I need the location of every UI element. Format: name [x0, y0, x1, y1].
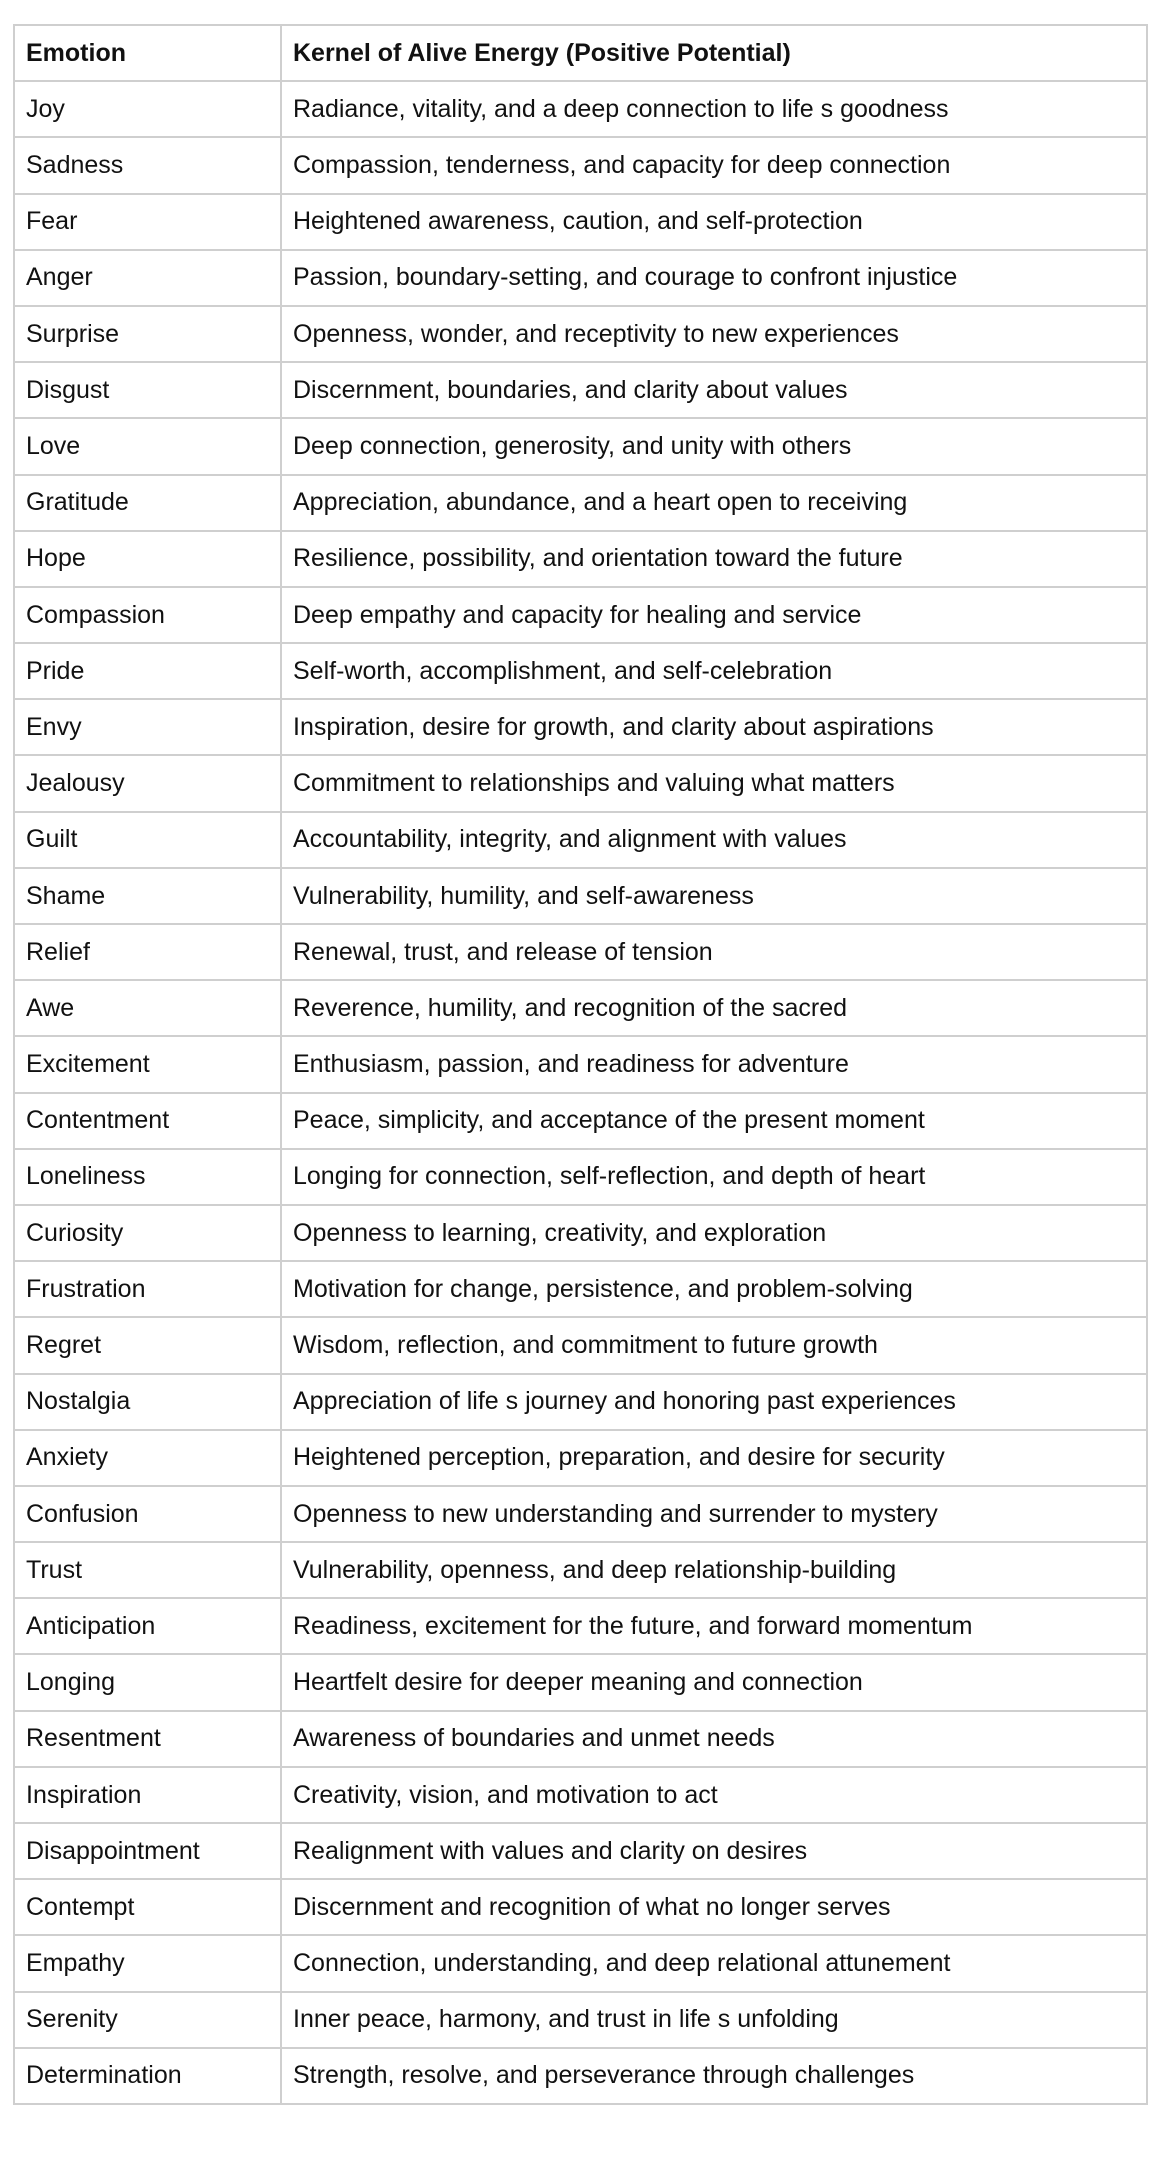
kernel-cell: Appreciation, abundance, and a heart open to receiving — [281, 475, 1147, 531]
emotion-cell: Curiosity — [14, 1205, 281, 1261]
table-row — [14, 306, 1147, 362]
table-row — [14, 1935, 1147, 1991]
kernel-cell: Deep connection, generosity, and unity with others — [281, 418, 1147, 474]
kernel-cell: Peace, simplicity, and acceptance of the present moment — [281, 1093, 1147, 1149]
kernel-cell: Passion, boundary-setting, and courage to confront injustice — [281, 250, 1147, 306]
table-row — [14, 418, 1147, 474]
emotion-cell: Anger — [14, 250, 281, 306]
table-row — [14, 1992, 1147, 2048]
table-row — [14, 1036, 1147, 1092]
emotion-kernel-table — [13, 24, 1148, 2105]
kernel-cell: Readiness, excitement for the future, and forward momentum — [281, 1598, 1147, 1654]
emotion-cell: Awe — [14, 980, 281, 1036]
kernel-cell: Strength, resolve, and perseverance through challenges — [281, 2048, 1147, 2104]
table-row — [14, 1317, 1147, 1373]
kernel-cell: Reverence, humility, and recognition of the sacred — [281, 980, 1147, 1036]
kernel-cell: Creativity, vision, and motivation to act — [281, 1767, 1147, 1823]
emotion-cell: Sadness — [14, 137, 281, 193]
emotion-cell: Guilt — [14, 812, 281, 868]
emotion-cell: Excitement — [14, 1036, 281, 1092]
emotion-cell: Gratitude — [14, 475, 281, 531]
kernel-cell: Inspiration, desire for growth, and clarity about aspirations — [281, 699, 1147, 755]
header-emotion: Emotion — [14, 25, 281, 81]
emotion-cell: Love — [14, 418, 281, 474]
table-row — [14, 699, 1147, 755]
emotion-cell: Inspiration — [14, 1767, 281, 1823]
kernel-cell: Deep empathy and capacity for healing and service — [281, 587, 1147, 643]
table-row — [14, 250, 1147, 306]
kernel-cell: Self-worth, accomplishment, and self-celebration — [281, 643, 1147, 699]
emotion-cell: Regret — [14, 1317, 281, 1373]
kernel-cell: Accountability, integrity, and alignment with values — [281, 812, 1147, 868]
kernel-cell: Appreciation of life s journey and honoring past experiences — [281, 1374, 1147, 1430]
emotion-cell: Surprise — [14, 306, 281, 362]
kernel-cell: Longing for connection, self-reflection, and depth of heart — [281, 1149, 1147, 1205]
table-row — [14, 1823, 1147, 1879]
emotion-cell: Compassion — [14, 587, 281, 643]
emotion-cell: Anxiety — [14, 1430, 281, 1486]
table-header — [14, 25, 1147, 81]
kernel-cell: Renewal, trust, and release of tension — [281, 924, 1147, 980]
header-row — [14, 25, 1147, 81]
emotion-cell: Determination — [14, 2048, 281, 2104]
table-row — [14, 1093, 1147, 1149]
table-row — [14, 868, 1147, 924]
kernel-cell: Inner peace, harmony, and trust in life s unfolding — [281, 1992, 1147, 2048]
kernel-cell: Radiance, vitality, and a deep connection to life s goodness — [281, 81, 1147, 137]
table-row — [14, 1205, 1147, 1261]
kernel-cell: Commitment to relationships and valuing what matters — [281, 755, 1147, 811]
emotion-cell: Pride — [14, 643, 281, 699]
kernel-cell: Motivation for change, persistence, and problem-solving — [281, 1261, 1147, 1317]
table-row — [14, 924, 1147, 980]
table-row — [14, 1261, 1147, 1317]
table-body — [14, 81, 1147, 2104]
kernel-cell: Enthusiasm, passion, and readiness for adventure — [281, 1036, 1147, 1092]
kernel-cell: Openness to learning, creativity, and exploration — [281, 1205, 1147, 1261]
table-row — [14, 137, 1147, 193]
kernel-cell: Awareness of boundaries and unmet needs — [281, 1711, 1147, 1767]
emotion-cell: Resentment — [14, 1711, 281, 1767]
table-row — [14, 812, 1147, 868]
table-row — [14, 1879, 1147, 1935]
emotion-cell: Trust — [14, 1542, 281, 1598]
kernel-cell: Openness, wonder, and receptivity to new experiences — [281, 306, 1147, 362]
table-row — [14, 2048, 1147, 2104]
kernel-cell: Vulnerability, humility, and self-awareness — [281, 868, 1147, 924]
emotion-cell: Confusion — [14, 1486, 281, 1542]
kernel-cell: Realignment with values and clarity on desires — [281, 1823, 1147, 1879]
kernel-cell: Discernment and recognition of what no longer serves — [281, 1879, 1147, 1935]
header-kernel: Kernel of Alive Energy (Positive Potential) — [281, 25, 1147, 81]
emotion-cell: Contentment — [14, 1093, 281, 1149]
table-row — [14, 475, 1147, 531]
table-row — [14, 1149, 1147, 1205]
emotion-cell: Anticipation — [14, 1598, 281, 1654]
table-row — [14, 81, 1147, 137]
kernel-cell: Openness to new understanding and surrender to mystery — [281, 1486, 1147, 1542]
kernel-cell: Wisdom, reflection, and commitment to future growth — [281, 1317, 1147, 1373]
table-row — [14, 1598, 1147, 1654]
table-row — [14, 1486, 1147, 1542]
table-row — [14, 1430, 1147, 1486]
kernel-cell: Heartfelt desire for deeper meaning and connection — [281, 1654, 1147, 1710]
table-row — [14, 755, 1147, 811]
kernel-cell: Heightened perception, preparation, and desire for security — [281, 1430, 1147, 1486]
table-row — [14, 980, 1147, 1036]
kernel-cell: Compassion, tenderness, and capacity for deep connection — [281, 137, 1147, 193]
emotion-cell: Disappointment — [14, 1823, 281, 1879]
table-row — [14, 1654, 1147, 1710]
kernel-cell: Resilience, possibility, and orientation toward the future — [281, 531, 1147, 587]
emotion-cell: Fear — [14, 194, 281, 250]
table-row — [14, 1767, 1147, 1823]
table-row — [14, 1542, 1147, 1598]
emotion-cell: Joy — [14, 81, 281, 137]
table-row — [14, 587, 1147, 643]
emotion-cell: Shame — [14, 868, 281, 924]
kernel-cell: Connection, understanding, and deep relational attunement — [281, 1935, 1147, 1991]
table-row — [14, 362, 1147, 418]
table-row — [14, 643, 1147, 699]
kernel-cell: Vulnerability, openness, and deep relationship-building — [281, 1542, 1147, 1598]
emotion-cell: Serenity — [14, 1992, 281, 2048]
emotion-cell: Envy — [14, 699, 281, 755]
emotion-cell: Jealousy — [14, 755, 281, 811]
table-row — [14, 194, 1147, 250]
emotion-cell: Loneliness — [14, 1149, 281, 1205]
kernel-cell: Discernment, boundaries, and clarity about values — [281, 362, 1147, 418]
emotion-cell: Contempt — [14, 1879, 281, 1935]
emotion-cell: Nostalgia — [14, 1374, 281, 1430]
table-row — [14, 1374, 1147, 1430]
emotion-cell: Empathy — [14, 1935, 281, 1991]
emotion-cell: Longing — [14, 1654, 281, 1710]
emotion-cell: Frustration — [14, 1261, 281, 1317]
emotion-cell: Disgust — [14, 362, 281, 418]
kernel-cell: Heightened awareness, caution, and self-protection — [281, 194, 1147, 250]
emotion-cell: Hope — [14, 531, 281, 587]
emotion-cell: Relief — [14, 924, 281, 980]
table-row — [14, 1711, 1147, 1767]
table-row — [14, 531, 1147, 587]
